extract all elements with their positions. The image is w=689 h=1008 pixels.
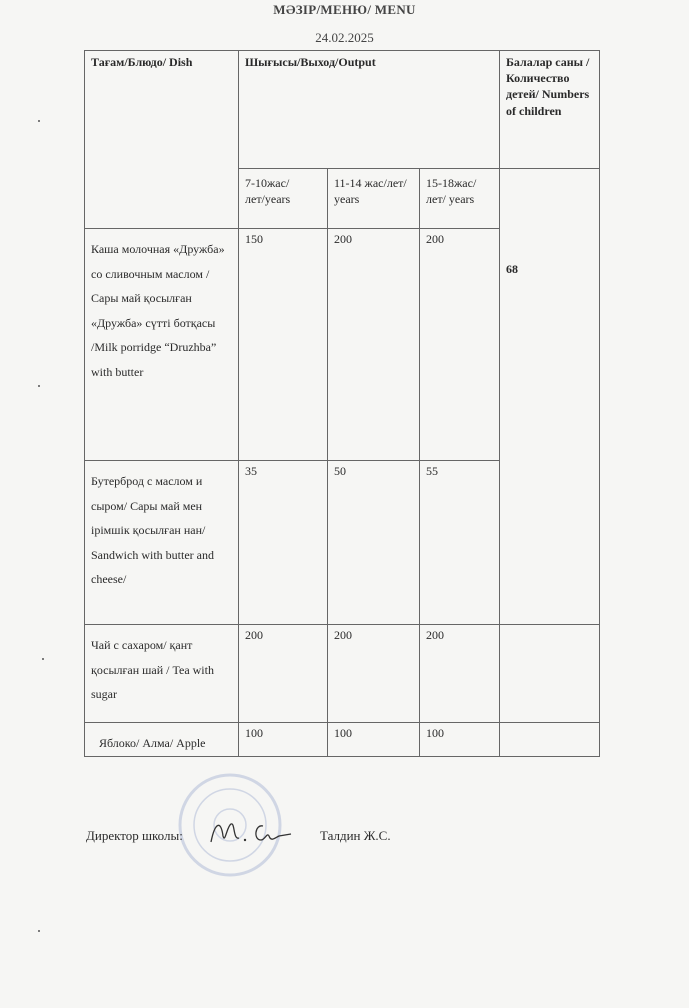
- table-row: [85, 625, 600, 723]
- dish-name: Чай с сахаром/ қант қосылған шай / Tea with sugar: [85, 625, 239, 723]
- scan-speck: [38, 930, 40, 932]
- scan-speck: [38, 385, 40, 387]
- children-count-empty: [500, 625, 600, 723]
- children-count-empty: [500, 723, 600, 757]
- portion-7-10: 100: [239, 723, 328, 757]
- menu-date: 24.02.2025: [315, 30, 374, 45]
- dish-name: Бутерброд с маслом и сыром/ Сары май мен ірімшік қосылған нан/ Sandwich with butter and cheese/: [85, 461, 239, 625]
- portion-15-18: 100: [420, 723, 500, 757]
- children-count: 68: [500, 169, 600, 625]
- portion-11-14: 200: [328, 229, 420, 461]
- age-group-7-10: 7-10жас/лет/years: [239, 169, 328, 229]
- age-group-15-18: 15-18жас/лет/ years: [420, 169, 500, 229]
- portion-15-18: 200: [420, 625, 500, 723]
- column-header-children: Балалар саны /Количество детей/ Numbers of children: [500, 51, 600, 169]
- director-label: Директор школы:: [86, 828, 183, 843]
- portion-11-14: 100: [328, 723, 420, 757]
- scan-speck: [42, 658, 44, 660]
- portion-11-14: 50: [328, 461, 420, 625]
- table-row: [85, 723, 600, 757]
- menu-table: [84, 50, 600, 757]
- signature-icon: [205, 812, 295, 852]
- portion-15-18: 55: [420, 461, 500, 625]
- column-header-dish: Тағам/Блюдо/ Dish: [85, 51, 239, 229]
- director-name: Талдин Ж.С.: [320, 828, 391, 843]
- scan-speck: [38, 120, 40, 122]
- menu-title: МӘЗІР/МЕНЮ/ MENU: [273, 2, 416, 17]
- portion-11-14: 200: [328, 625, 420, 723]
- dish-name: Яблоко/ Алма/ Apple: [85, 723, 239, 757]
- age-group-11-14: 11-14 жас/лет/ years: [328, 169, 420, 229]
- portion-15-18: 200: [420, 229, 500, 461]
- column-header-output: Шығысы/Выход/Output: [239, 51, 500, 169]
- portion-7-10: 150: [239, 229, 328, 461]
- portion-7-10: 35: [239, 461, 328, 625]
- portion-7-10: 200: [239, 625, 328, 723]
- dish-name: Каша молочная «Дружба» со сливочным маслом / Сары май қосылған «Дружба» сүтті ботқасы /Milk porridge “Druzhba” with butter: [85, 229, 239, 461]
